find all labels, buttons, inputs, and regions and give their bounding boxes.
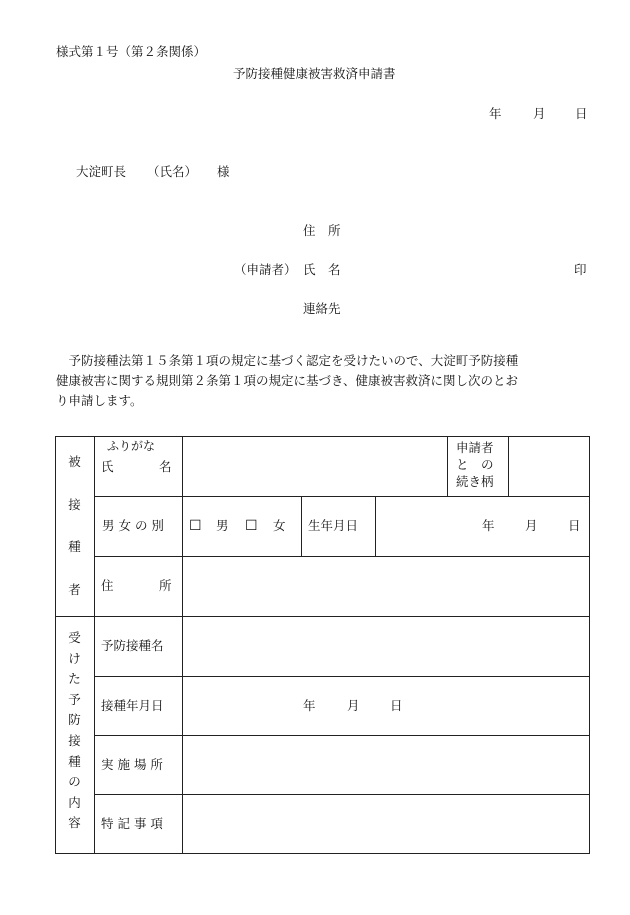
date-month-label: 月 [533,106,546,121]
relation-label-line-1: 申請者 [456,440,494,455]
document-title: 予防接種健康被害救済申請書 [233,66,396,81]
addressee-office: 大淀町長 [76,164,127,179]
female-checkbox[interactable]: ☐ [245,518,258,534]
vaccine-char-6: 接 [68,733,81,749]
female-label: 女 [273,518,286,533]
applicant-contact-label: 連絡先 [303,301,341,316]
vaccine-char-3: た [68,671,81,687]
relation-label-line-3: 続き柄 [456,474,494,489]
birth-day-label: 日 [568,518,581,533]
name-label-second: 名 [159,459,172,474]
location-field[interactable] [195,740,583,790]
applicant-name-label: 氏 名 [303,262,341,277]
recipient-char-1: 被 [68,454,81,469]
form-number: 様式第１号（第２条関係） [56,44,207,59]
table-border-bottom [55,853,590,854]
vaccine-char-1: 受 [68,630,81,645]
divider-relation-left [447,436,448,497]
vaccine-char-4: 予 [68,691,81,707]
divider-row-4 [94,676,590,677]
notes-field[interactable] [195,799,583,849]
vaccine-char-7: 種 [68,753,81,769]
vaccination-date-label: 接種年月日 [101,698,164,713]
statement-line-2: 健康被害に関する規則第２条第１項の規定に基づき、健康被害救済に関し次のとお [56,373,519,388]
vaccine-char-5: 防 [68,712,81,728]
date-year-label: 年 [489,106,502,121]
vaccination-month-label: 月 [347,698,360,713]
statement-line-1: 予防接種法第１５条第１項の規定に基づく認定を受けたいので、大淀町予防接種 [68,353,519,368]
birth-month-label: 月 [525,518,538,533]
date-day-label: 日 [575,106,588,121]
name-field[interactable] [195,442,440,492]
vaccine-name-label: 予防接種名 [101,638,164,653]
divider-row-6 [94,794,590,795]
divider-relation-right [508,436,509,497]
birthdate-label: 生年月日 [308,518,359,533]
divider-section [55,616,590,617]
relation-label-line-2: と の [456,457,494,472]
name-label-first: 氏 [101,459,114,474]
notes-label: 特 記 事 項 [101,816,163,831]
addressee-honorific: 様 [217,164,230,179]
vaccine-char-9: 内 [68,794,81,810]
divider-row-1 [94,496,590,497]
vaccine-char-8: の [68,774,81,790]
vaccination-day-label: 日 [390,698,403,713]
divider-group-column [94,436,95,854]
address-label-first: 住 [101,578,114,593]
vaccination-year-label: 年 [303,698,316,713]
location-label: 実 施 場 所 [101,757,163,772]
vaccine-char-2: け [68,650,81,666]
male-label: 男 [216,518,229,533]
table-border-top [55,436,590,437]
vaccine-group-label [55,632,94,830]
relation-field[interactable] [513,442,583,492]
male-checkbox[interactable]: ☐ [189,518,202,534]
divider-row-5 [94,735,590,736]
divider-birth-left [301,496,302,557]
gender-label: 男 女 の 別 [102,518,164,533]
applicant-address-label: 住 所 [303,223,341,238]
vaccine-name-field[interactable] [195,622,583,672]
application-statement [56,351,592,411]
recipient-group-label [55,456,94,596]
divider-label-column [182,436,183,854]
address-label-second: 所 [159,578,172,593]
seal-mark: 印 [574,262,587,277]
furigana-label: ふりがな [107,439,156,453]
birth-year-label: 年 [482,518,495,533]
divider-row-2 [94,556,590,557]
address-field[interactable] [195,562,583,612]
relation-label [456,439,494,490]
addressee-name-label: （氏名） [147,164,198,179]
applicant-role-label: （申請者） [234,262,297,277]
vaccine-char-10: 容 [68,815,81,831]
statement-line-3: り申請します。 [56,393,143,408]
table-border-right [589,436,590,854]
application-form-table [55,436,590,854]
divider-birth-right [375,496,376,557]
recipient-char-2: 接 [68,496,81,512]
recipient-char-4: 者 [68,581,81,597]
recipient-char-3: 種 [68,539,81,554]
